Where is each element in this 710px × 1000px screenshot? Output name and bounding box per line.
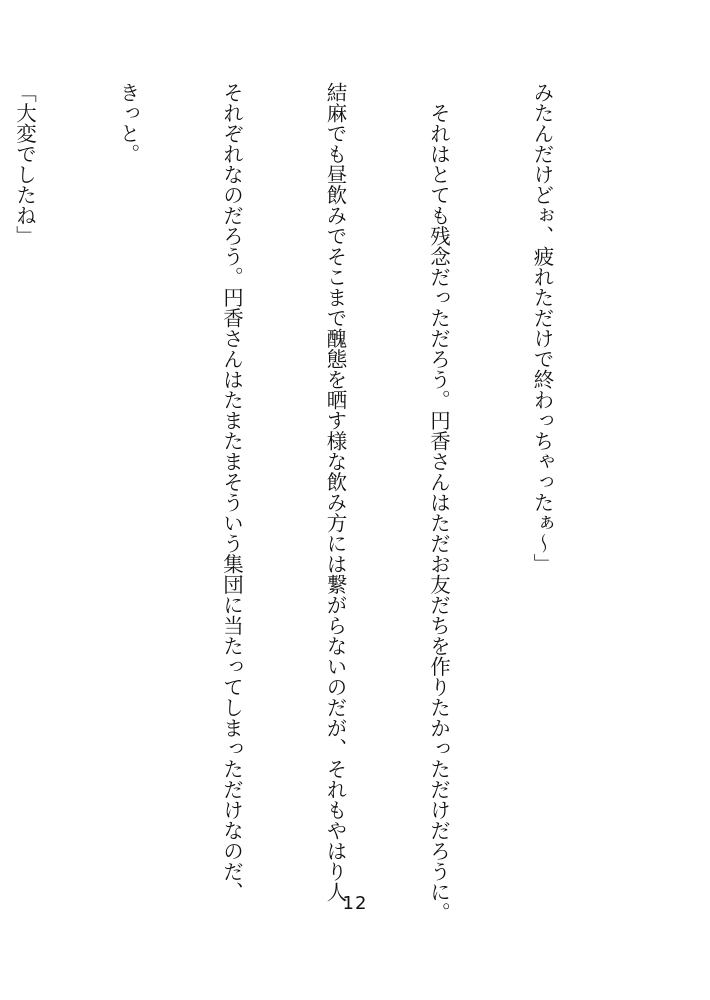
- text-line: 結麻でも昼飲みでそこまで醜態を晒す様な飲み方には繋がらないのだが、それもやはり人: [323, 82, 347, 902]
- text-line: それぞれなのだろう。円香さんはたまたまそういう集団に当たってしまっただけなのだ、: [219, 82, 244, 902]
- text-line: 「大変でしたね」: [12, 82, 37, 246]
- text-line: みたんだけどぉ、疲れただけで終わっちゃったぁ〜」: [530, 82, 554, 574]
- text-line: それはとても残念だっただろう。円香さんはただお友だちを作りたかっただけだろうに。: [426, 82, 451, 923]
- page-number: 12: [342, 893, 368, 914]
- text-line: きっと。: [116, 82, 140, 164]
